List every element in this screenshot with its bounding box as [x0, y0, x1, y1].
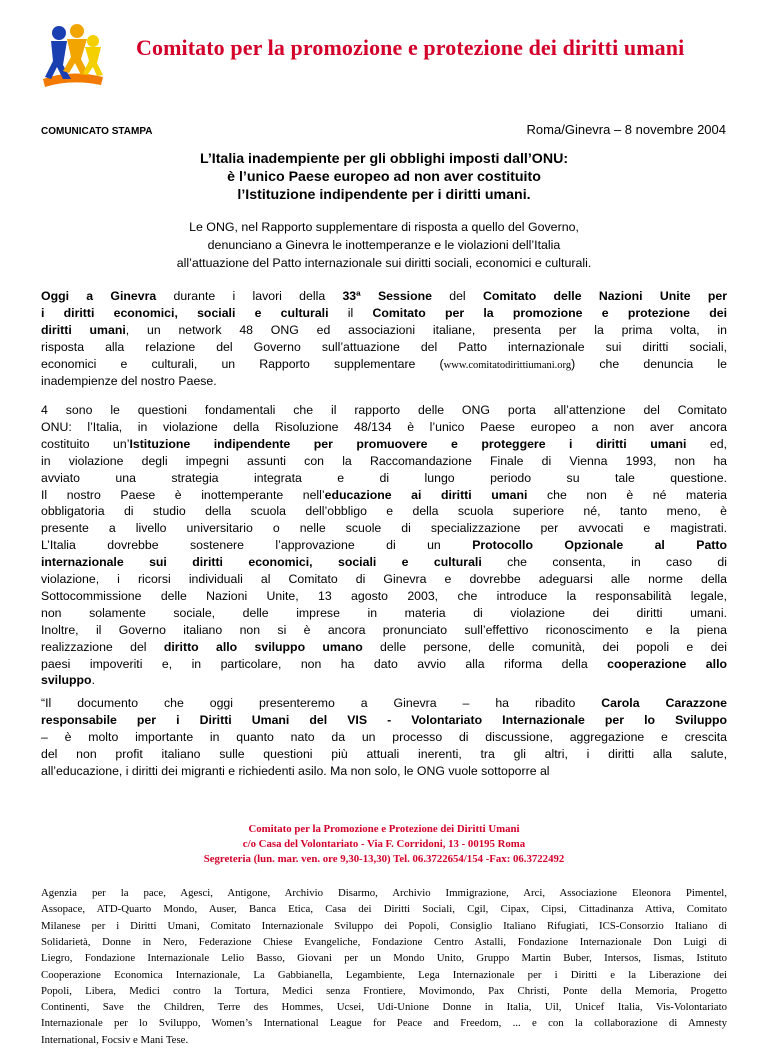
- subheading-line: denunciano a Ginevra le inottemperanze e le violazioni dell’Italia: [207, 238, 561, 252]
- bold-text: Istituzione indipendente per promuovere e proteggere i diritti umani: [129, 436, 687, 451]
- paragraph-line: [41, 487, 727, 504]
- paragraph-line: [41, 622, 727, 639]
- logo-body-blue: [45, 41, 71, 79]
- bold-text: Comitato delle Nazioni Unite per: [482, 289, 727, 303]
- text-run: Il nostro Paese è inottemperante nell’: [41, 487, 325, 502]
- text-run: che non è né materia: [527, 487, 727, 502]
- text-run: “Il documento che oggi presenteremo a Ginevra – ha ribadito: [41, 696, 602, 710]
- text-run: 4 sono le questioni fondamentali che il rapporto delle ONG porta all’attenzione del Comitato: [41, 403, 727, 417]
- paragraph-line: [41, 356, 727, 374]
- paragraph-line: [41, 339, 727, 356]
- association-line: Solidarietà, Donne in Nero, Federazione Chiese Evangeliche, Fondazione Centro Astalli, Fondazione Internazionale Don Luigi di: [41, 935, 727, 948]
- paragraph-line: [41, 605, 727, 622]
- text-run: ed,: [686, 436, 728, 451]
- dateline: Roma/Ginevra – 8 novembre 2004: [526, 122, 726, 137]
- paragraph-line: [41, 588, 727, 605]
- paragraph-line: [41, 746, 727, 763]
- paragraph-line: [41, 520, 727, 537]
- text-run: paesi impoveriti e, in particolare, non ha dato avvio alla riforma della: [41, 656, 608, 671]
- subheading-line: Le ONG, nel Rapporto supplementare di risposta a quello del Governo,: [189, 220, 579, 234]
- association-line: Internazionale per lo Sviluppo, Women’s International League for Peace and Freedom, ... e con la collaborazione di Amnesty: [41, 1017, 727, 1030]
- subheading-line: all’attuazione del Patto internazionale sui diritti sociali, economici e culturali.: [176, 256, 592, 270]
- text-run: all’educazione, i diritti dei migranti e richiedenti asilo. Ma non solo, le ONG vuole sottoporre al: [41, 764, 550, 778]
- text-run: durante i lavori della: [156, 289, 343, 303]
- paragraph-line: [41, 537, 727, 554]
- bold-text: sviluppo: [41, 673, 92, 688]
- paragraph-line: [41, 470, 727, 487]
- bold-text: i diritti economici, sociali e culturali: [41, 306, 329, 320]
- text-run: costituito un’: [41, 436, 130, 451]
- association-line: Agenzia per la pace, Agesci, Antigone, Archivio Disarmo, Archivio Immigrazione, Arci, Associazione Eleonora Pimentel,: [41, 887, 727, 899]
- organization-title: Comitato per la promozione e protezione dei diritti umani: [136, 35, 685, 60]
- paragraph-line: [41, 436, 727, 453]
- text-run: L’Italia dovrebbe sostenere l’approvazione di un: [41, 538, 473, 553]
- text-run: – è molto importante in quanto nato da un processo di discussione, aggregazione e crescita: [41, 730, 727, 744]
- bold-text: diritti umani: [41, 323, 126, 337]
- association-line: Cooperazione Economica Internazionale, La Gabbianella, Legambiente, Lega Internazionale per i Diritti e la Liberazione dei: [41, 968, 727, 981]
- text-run: avviato una strategia integrata e di lungo periodo su tale questione.: [41, 470, 727, 485]
- paragraph-line: [41, 695, 727, 712]
- text-run: risposta alla relazione del Governo sull’attuazione del Patto internazionale sui diritti sociali,: [41, 340, 727, 354]
- text-run: realizzazione del: [41, 639, 164, 654]
- footer-org-name: Comitato per la Promozione e Protezione dei Diritti Umani: [248, 823, 520, 835]
- paragraph-line: [41, 656, 727, 673]
- bold-text: Oggi a Ginevra: [41, 289, 157, 303]
- headline-line: è l’unico Paese europeo ad non aver costituito: [227, 169, 541, 185]
- paragraph-line: [41, 322, 727, 339]
- text-run: violazione, i ricorsi individuali al Comitato di Ginevra e dovrebbe adeguarsi alle norme della: [41, 572, 727, 586]
- bold-text: 33ª Sessione: [342, 289, 432, 303]
- text-run: presente a livello universitario o nelle scuole di specializzazione per avvocati e magistrati.: [41, 521, 727, 536]
- paragraph-line: [41, 554, 727, 571]
- paragraph-line: [41, 305, 727, 322]
- association-line: Continenti, Save the Children, Terre des Hommes, Ucsei, Udi-Unione Donne in Italia, Uil, Unicef Italia, Vis-Volontariato: [41, 1001, 727, 1014]
- association-line: Liegro, Fondazione Internazionale Lelio Basso, Giovani per un Mondo Unito, Gruppo Martin Buber, Intersos, Iismas, Istituto: [41, 952, 727, 965]
- footer-address: c/o Casa del Volontariato - Via F. Corridoni, 13 - 00195 Roma: [242, 838, 526, 850]
- footer-contact: Segreteria (lun. mar. ven. ore 9,30-13,30) Tel. 06.3722654/154 -Fax: 06.3722492: [203, 853, 565, 865]
- text-run: ) che denuncia le: [571, 357, 727, 371]
- paragraph-line: [41, 503, 727, 520]
- paragraph-line: [41, 712, 727, 729]
- paragraph-line: [41, 763, 727, 780]
- headline-line: L’Italia inadempiente per gli obblighi imposti dall’ONU:: [199, 151, 569, 167]
- bold-text: diritto allo sviluppo umano: [163, 639, 363, 654]
- paragraph-line: [41, 571, 727, 588]
- logo-figures-icon: [41, 19, 105, 95]
- bold-text: educazione ai diritti umani: [324, 487, 528, 502]
- text-run: .: [91, 673, 95, 688]
- text-run: in violazione degli impegni assunti con la Raccomandazione Finale di Vienna 1993, non ha: [41, 453, 727, 468]
- headline-line: l’Istituzione indipendente per i diritti umani.: [237, 187, 531, 203]
- logo-body-yellow: [83, 47, 103, 76]
- paragraph-line: [41, 639, 727, 656]
- text-run: , un network 48 ONG ed associazioni italiane, presenta per la prima volta, in: [125, 323, 727, 337]
- text-run: delle persone, delle comunità, dei popoli e dei: [362, 639, 727, 654]
- bold-text: cooperazione allo: [607, 656, 727, 671]
- text-run: il: [328, 306, 373, 320]
- text-run: Sottocommissione delle Nazioni Unite, 13 agosto 2003, che introduce la responsabilità legale,: [41, 588, 727, 603]
- logo-head-yellow: [87, 35, 99, 47]
- press-release-label: COMUNICATO STAMPA: [41, 126, 153, 137]
- bold-text: Carola Carazzone: [601, 696, 727, 710]
- paragraph-line: [41, 453, 727, 470]
- text-run: economici e culturali, un Rapporto supplementare (: [41, 357, 444, 371]
- bold-text: internazionale sui diritti economici, sociali e culturali: [41, 555, 482, 570]
- website-link[interactable]: www.comitatodirittiumani.org: [443, 360, 572, 371]
- text-run: inadempienze del nostro Paese.: [41, 374, 217, 388]
- paragraph-line: [41, 288, 727, 305]
- bold-text: Protocollo Opzionale al Patto: [472, 538, 727, 553]
- paragraph-line: [41, 672, 727, 689]
- association-line: Milanese per i Diritti Umani, Comitato Internazionale Sviluppo dei Popoli, Consiglio Italiano Rifugiati, ICS-Consorzio Italiano di: [41, 919, 727, 932]
- text-run: non solamente sociale, delle imprese in materia di violazione dei diritti umani.: [41, 605, 727, 620]
- bold-text: Comitato per la promozione e protezione dei: [372, 306, 727, 320]
- text-run: del non profit italiano sulle questioni più attuali inerenti, tra gli altri, i diritti alla salute,: [41, 747, 727, 761]
- text-run: ONU: l’Italia, in violazione della Risoluzione 48/134 è l’unico Paese europeo a non aver ancora: [41, 419, 727, 434]
- logo-head-orange: [70, 24, 84, 38]
- logo-head-blue: [52, 26, 66, 40]
- association-line: Assopace, ATD-Quarto Mondo, Auser, Banca Etica, Casa dei Diritti Sociali, Cgil, Cipax, Cipsi, Cittadinanza Attiva, Comitato: [41, 903, 727, 916]
- bold-text: responsabile per i Diritti Umani del VIS - Volontariato Internazionale per lo Sviluppo: [41, 713, 727, 727]
- paragraph-line: [41, 419, 727, 436]
- text-run: che consenta, in caso di: [481, 555, 727, 570]
- text-run: obbligatoria di studio della scuola dell’obbligo e della scuola superiore né, tanto meno, è: [41, 504, 727, 519]
- paragraph-line: [41, 729, 727, 746]
- text-run: del: [431, 289, 483, 303]
- text-run: Inoltre, il Governo italiano non si è ancora pronunciato sull’effettivo riconoscimento e la piena: [41, 622, 727, 637]
- association-line: Popoli, Libera, Medici contro la Tortura, Medici senza Frontiere, Movimondo, Pax Christi, Ponte della Memoria, Progetto: [41, 984, 727, 997]
- paragraph-line: [41, 373, 727, 390]
- paragraph-line: [41, 402, 727, 419]
- association-line: International, Focsiv e Mani Tese.: [41, 1033, 189, 1046]
- organization-logo: [41, 19, 105, 95]
